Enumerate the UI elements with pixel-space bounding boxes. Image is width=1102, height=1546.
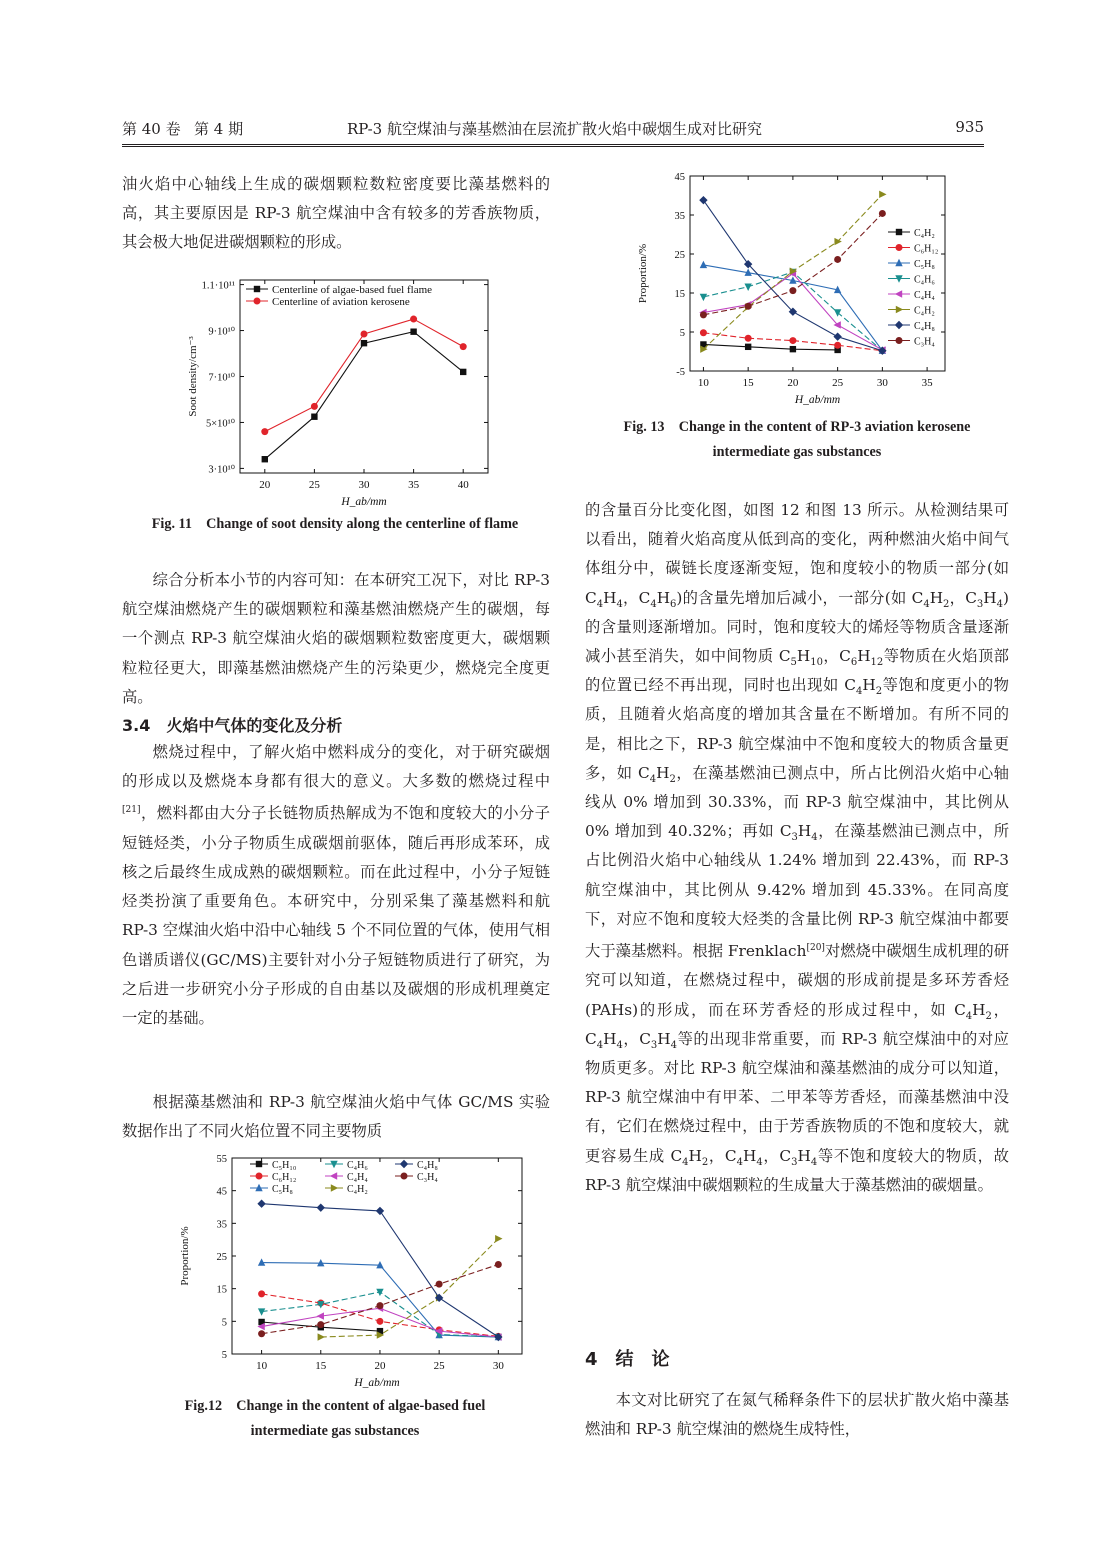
fig11-ytick-label: 7·10¹⁰ <box>208 372 235 384</box>
paragraph-2: 综合分析本小节的内容可知：在本研究工况下，对比 RP-3 航空煤油燃烧产生的碳烟颗粒和藻基燃油燃烧产生的碳烟，每一个测点 RP-3 航空煤油火焰的碳烟颗粒数密度更大，碳烟颗粒粒径更大，即藻基燃油燃烧产生的污染更少，燃烧完全度更高。 <box>122 571 550 706</box>
fig11-ytick-label: 9·10¹⁰ <box>208 326 235 338</box>
fig13-legend-marker <box>896 337 903 344</box>
fig13-series-line <box>703 213 882 314</box>
fig13-data-point <box>700 311 707 318</box>
fig12-ytick-label: 15 <box>216 1284 227 1296</box>
fig11-legend-label: Centerline of algae-based fuel flame <box>272 284 433 296</box>
fig11-ylabel: Soot density/cm⁻³ <box>187 336 199 417</box>
fig12-data-point <box>376 1207 384 1215</box>
fig12-data-point <box>317 1321 324 1328</box>
fig13-legend-label: C₅H₈ <box>914 259 935 270</box>
fig12-caption: Fig.12 Change in the content of algae-based fuel intermediate gas substances <box>184 1398 486 1439</box>
fig12-data-point <box>258 1330 265 1337</box>
fig12-series-line <box>262 1204 499 1337</box>
fig12-data-point <box>258 1290 265 1297</box>
fig12-xtick-label: 30 <box>492 1360 504 1372</box>
fig13-ytick-label: 15 <box>674 289 685 300</box>
fig13-legend-label: C₄H₈ <box>914 321 935 332</box>
fig12-legend-marker <box>400 1160 408 1168</box>
fig13-data-point <box>834 309 841 316</box>
fig13-series-line <box>703 344 837 349</box>
fig11-data-point <box>361 330 368 337</box>
fig13-legend-marker <box>896 306 903 313</box>
paragraph-5: 的含量百分比变化图，如图 12 和图 13 所示。从检测结果可以看出，随着火焰高度从低到高的变化，两种燃油火焰中间气体组分中，碳链长度逐渐变短，饱和度较小的物质一部分(如 $C_4H_4$，$C_4H_6$)的含量先增加后减小，一部分(如 $C_4H_2$，$C_3H_4$)的含量则逐渐增加。同时，饱和度较大的烯烃等物质含量逐渐减小甚至消失，如中间物质 $C_5H_{10}$，$C_6H_{12}$等物质在火焰顶部的位置已经不再出现，同时也出现如 $C_4H_2$等饱和度更小的物质，且随着火焰高度的增加其含量在不断增加。有所不同的是，相比之下，RP-3 航空煤油中不饱和度较大的物质含量更多，如 $C_4H_2$，在藻基燃油已测点中，所占比例沿火焰中心轴线从 0% 增加到 30.33%，而 RP-3 航空煤油中，其比例从 0% 增加到 40.32%；再如 $C_3H_4$，在藻基燃油已测点中，所占比例沿火焰中心轴线从 1.24% 增加到 22.43%，而 RP-3 航空煤油中，其比例从 9.42% 增加到 45.33%。在同高度下，对应不饱和度较大烃类的含量比例 RP-3 航空煤油中都要大于藻基燃料。根据 Frenklach[20]对燃烧中碳烟生成机理的研究可以知道，在燃烧过程中，碳烟的形成前提是多环芳香烃(PAHs)的形成，而在环芳香烃的形成过程中，如 $C_4H_2$，$C_4H_4$，$C_3H_4$等的出现非常重要，而 RP-3 航空煤油中的对应物质更多。对比 RP-3 航空煤油和藻基燃油的成分可以知道，RP-3 航空煤油中有甲苯、二甲苯等芳香烃，而藻基燃油中没有，它们在燃烧过程中，由于芳香族物质的不饱和度较大，就更容易生成 $C_4H_2$，$C_4H_4$，$C_3H_4$等不饱和度较大的物质，故 RP-3 航空煤油中碳烟颗粒的生成量大于藻基燃油的碳烟量。 <box>585 501 1009 1194</box>
fig13-xtick-label: 30 <box>876 377 888 389</box>
fig12-xlabel: H_ab/mm <box>354 1377 400 1389</box>
fig12-ytick-label: 35 <box>216 1219 227 1231</box>
fig12-legend-label: C₅H₈ <box>272 1184 293 1195</box>
fig12-legend-marker <box>256 1173 263 1180</box>
fig13-data-point <box>879 191 886 198</box>
fig11-axes <box>187 280 488 508</box>
fig11-data-point <box>361 340 367 346</box>
fig13-legend-label: C₄H₄ <box>914 290 935 301</box>
fig13-legend-label: C₄H₂ <box>914 228 935 239</box>
fig13-legend-marker <box>896 244 903 251</box>
fig12-series-5 <box>318 1235 503 1341</box>
fig11-data-point <box>460 369 466 375</box>
paragraph-6: 本文对比研究了在氮气稀释条件下的层状扩散火焰中藻基燃油和 RP-3 航空煤油的燃烧生成特性， <box>585 1391 1009 1439</box>
fig13-chart <box>638 170 978 410</box>
fig13-data-point <box>745 344 751 350</box>
fig12-data-point <box>318 1333 325 1340</box>
section-3-4-heading: 3.4 火焰中气体的变化及分析 <box>122 716 343 735</box>
fig11-xtick-label: 35 <box>408 479 420 491</box>
fig13-data-point <box>834 342 841 349</box>
fig13-legend-marker <box>896 229 902 235</box>
header-rule <box>122 144 984 147</box>
fig13-legend-marker <box>895 321 903 329</box>
fig12-data-point <box>317 1312 324 1319</box>
fig13-xtick-label: 20 <box>787 377 799 389</box>
fig12-svg <box>180 1152 530 1390</box>
fig13-ytick-label: 45 <box>674 172 685 183</box>
fig12-chart <box>180 1152 530 1390</box>
fig13-ylabel: Proportion/% <box>637 243 649 304</box>
fig12-legend-marker <box>331 1184 338 1191</box>
fig13-data-point <box>745 335 752 342</box>
fig13-data-point <box>700 261 707 268</box>
fig12-data-point <box>495 1261 502 1268</box>
fig12-legend-label: C₆H₁₂ <box>272 1172 297 1183</box>
fig12-data-point <box>258 1308 265 1315</box>
paragraph-3: 燃烧过程中，了解火焰中燃料成分的变化，对于研究碳烟的形成以及燃烧本身都有很大的意义。大多数的燃烧过程中[21]，燃料都由大分子长链物质热解成为不饱和度较大的小分子短链烃类，小分子物质生成碳烟前驱体，随后再形成苯环，成核之后最终生成成熟的碳烟颗粒。而在此过程中，小分子短链烃类扮演了重要角色。本研究中，分别采集了藻基燃料和航 RP-3 空煤油火焰中沿中心轴线 5 个不同位置的气体，使用气相色谱质谱仪(GC/MS)主要针对小分子短链物质进行了研究，为之后进一步研究小分子形成的自由基以及碳烟的形成机理奠定一定的基础。 <box>122 743 550 1027</box>
fig13-ytick-label: -5 <box>676 367 685 378</box>
fig12-xtick-label: 25 <box>433 1360 445 1372</box>
fig12-data-point <box>495 1235 502 1242</box>
fig13-series-0 <box>700 341 841 353</box>
paper-title: RP-3 航空煤油与藻基燃油在层流扩散火焰中碳烟生成对比研究 <box>347 120 762 138</box>
journal-issue: 第 4 期 <box>194 120 244 138</box>
fig13-data-point <box>833 321 840 328</box>
fig13-data-point <box>790 346 796 352</box>
fig12-xtick-label: 20 <box>374 1360 386 1372</box>
fig12-ytick-label: 5 <box>221 1350 227 1361</box>
fig11-data-point <box>311 414 317 420</box>
fig12-ytick-label: 25 <box>216 1252 227 1263</box>
paragraph-4: 根据藻基燃油和 RP-3 航空煤油火焰中气体 GC/MS 实验数据作出了不同火焰位置不同主要物质 <box>122 1093 550 1141</box>
fig11-plot-frame <box>240 280 488 473</box>
fig13-data-point <box>700 294 707 301</box>
fig13-data-point <box>879 210 886 217</box>
fig13-ytick-label: 35 <box>674 211 685 222</box>
fig13-legend-label: C₄H₆ <box>914 274 935 286</box>
fig13-legend-label: C₄H₂ <box>914 305 935 317</box>
fig11-svg <box>122 272 550 512</box>
fig11-chart <box>122 272 550 512</box>
fig12-legend-marker <box>256 1161 262 1167</box>
fig11-legend-label: Centerline of aviation kerosene <box>272 296 410 308</box>
fig13-data-point <box>834 256 841 263</box>
fig11-data-point <box>261 428 268 435</box>
fig11-xlabel: H_ab/mm <box>341 496 387 508</box>
fig12-xtick-label: 10 <box>256 1360 268 1372</box>
fig11-legend-marker <box>254 298 261 305</box>
fig12-xtick-label: 15 <box>315 1360 327 1372</box>
fig11-xtick-label: 30 <box>358 479 370 491</box>
fig13-data-point <box>789 337 796 344</box>
fig12-legend-marker <box>401 1173 408 1180</box>
fig12-ytick-label: 5 <box>221 1317 227 1329</box>
fig13-legend-label: C₃H₄ <box>914 336 935 348</box>
fig12-data-point <box>436 1281 443 1288</box>
fig13-data-point <box>833 332 841 340</box>
fig13-xtick-label: 25 <box>832 377 844 389</box>
fig11-xtick-label: 20 <box>259 479 271 491</box>
fig13-data-point <box>700 329 707 336</box>
fig12-ytick-label: 45 <box>216 1186 227 1198</box>
paragraph-1: 油火焰中心轴线上生成的碳烟颗粒数粒密度要比藻基燃料的高，其主要原因是 RP-3 航空煤油中含有较多的芳香族物质，其会极大地促进碳烟颗粒的形成。 <box>122 175 550 252</box>
page-number: 935 <box>955 118 984 136</box>
fig13-data-point <box>699 196 707 204</box>
fig13-svg <box>638 170 978 410</box>
fig13-xtick-label: 10 <box>697 377 709 389</box>
fig12-legend-marker <box>330 1172 337 1179</box>
fig12-legend-label: C₄H₆ <box>347 1160 368 1171</box>
fig12-legend-label: C₄H₂ <box>347 1184 368 1195</box>
fig12-ytick-label: 55 <box>216 1154 227 1165</box>
journal-volume: 第 40 卷 <box>122 120 181 138</box>
fig11-xtick-label: 25 <box>308 479 320 491</box>
fig11-ytick-label: 3·10¹⁰ <box>208 464 235 476</box>
fig13-legend-marker <box>895 290 902 297</box>
section-4-heading: 4 结 论 <box>585 1349 670 1370</box>
fig12-legend-label: C₄H₄ <box>347 1172 368 1183</box>
fig12-ylabel: Proportion/% <box>179 1226 191 1286</box>
fig11-ytick-label: 5×10¹⁰ <box>205 418 235 430</box>
fig11-data-point <box>410 316 417 323</box>
fig12-data-point <box>376 1318 383 1325</box>
fig11-series-0 <box>262 328 467 462</box>
fig11-data-point <box>262 456 268 462</box>
fig13-data-point <box>745 303 752 310</box>
fig13-ytick-label: 25 <box>674 250 685 261</box>
fig13-legend-label: C₆H₁₂ <box>914 243 939 255</box>
fig11-caption: Fig. 11 Change of soot density along the centerline of flame <box>151 516 519 532</box>
fig12-data-point <box>257 1200 265 1208</box>
running-header <box>122 118 984 140</box>
fig11-legend-marker <box>254 286 260 292</box>
fig13-series-7 <box>700 210 886 318</box>
fig11-data-point <box>311 403 318 410</box>
fig13-ytick-label: 5 <box>679 328 685 339</box>
fig11-series-1 <box>261 316 466 436</box>
fig12-legend-label: C₅H₁₀ <box>272 1160 297 1171</box>
fig13-data-point <box>744 284 751 291</box>
fig13-xtick-label: 35 <box>921 377 933 389</box>
fig12-legend-label: C₄H₈ <box>417 1160 438 1171</box>
fig11-ytick-label: 1.1·10¹¹ <box>201 280 235 292</box>
fig12-data-point <box>376 1302 383 1309</box>
fig12-series-2 <box>258 1258 502 1340</box>
fig11-data-point <box>460 343 467 350</box>
fig13-xtick-label: 15 <box>742 377 754 389</box>
fig11-xtick-label: 40 <box>457 479 469 491</box>
fig13-caption: Fig. 13 Change in the content of RP-3 aviation kerosene intermediate gas substances <box>623 419 971 460</box>
fig12-data-point <box>317 1203 325 1211</box>
fig13-data-point <box>789 287 796 294</box>
fig11-data-point <box>410 328 416 334</box>
fig12-legend-label: C₃H₄ <box>417 1172 438 1183</box>
fig11-series-line <box>265 332 463 460</box>
fig13-xlabel: H_ab/mm <box>794 394 841 406</box>
fig13-series-5 <box>700 191 886 353</box>
